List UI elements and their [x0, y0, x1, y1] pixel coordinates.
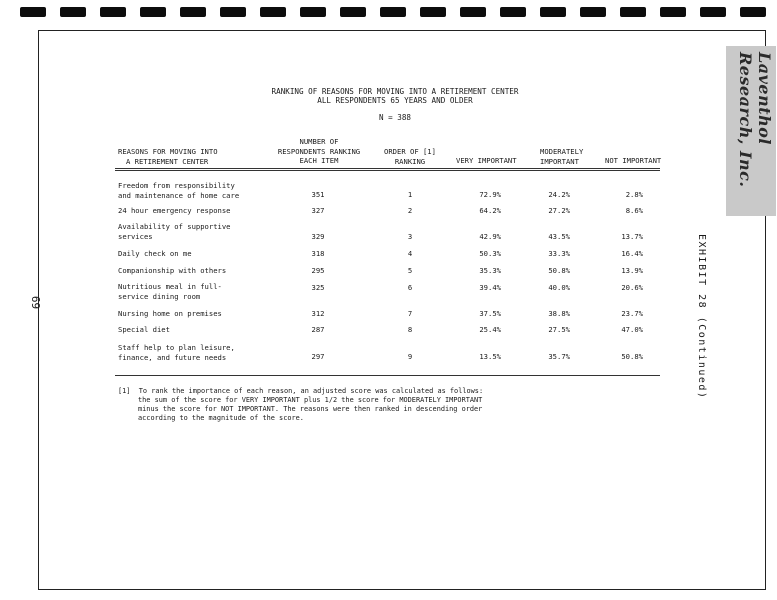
row-very: 64.2%: [479, 206, 501, 215]
reason-line: Freedom from responsibility: [118, 181, 235, 190]
row-reason: [118, 266, 278, 276]
row-not: 16.4%: [621, 249, 643, 258]
header-rule: [115, 168, 660, 171]
table-subtitle: ALL RESPONDENTS 65 YEARS AND OLDER: [317, 96, 473, 105]
row-number: 295: [311, 266, 325, 275]
binder-hole: [700, 7, 726, 17]
exhibit-label: EXHIBIT 28 (Continued): [696, 234, 707, 400]
row-not: 13.7%: [621, 232, 643, 241]
footnote-line: minus the score for NOT IMPORTANT. The reasons were then ranked in descending order: [138, 405, 483, 413]
binder-hole: [420, 7, 446, 17]
row-order: 1: [407, 190, 413, 199]
row-moderately: 24.2%: [548, 190, 570, 199]
footnote-marker: [1]: [118, 387, 131, 395]
row-not: 8.6%: [625, 206, 643, 215]
row-moderately: 38.8%: [548, 309, 570, 318]
row-reason: [118, 181, 278, 200]
page-number: 69: [29, 295, 43, 310]
row-reason: [118, 309, 278, 319]
row-very: 35.3%: [479, 266, 501, 275]
row-order: 2: [407, 206, 413, 215]
header-not-important: [605, 156, 665, 166]
header-line: RANKING: [394, 156, 426, 166]
binder-hole: [380, 7, 406, 17]
header-line: NUMBER OF: [299, 137, 339, 146]
reason-line: finance, and future needs: [118, 352, 227, 362]
row-number: 287: [311, 325, 325, 334]
reason-line: and maintenance of home care: [118, 190, 240, 200]
row-order: 7: [407, 309, 413, 318]
row-order: 5: [407, 266, 413, 275]
row-moderately: 33.3%: [548, 249, 570, 258]
row-very: 42.9%: [479, 232, 501, 241]
header-number: [268, 137, 370, 166]
header-line: A RETIREMENT CENTER: [126, 156, 209, 166]
reason-line: service dining room: [118, 291, 201, 301]
binder-hole: [460, 7, 486, 17]
row-not: 23.7%: [621, 309, 643, 318]
footnote-line: according to the magnitude of the score.: [138, 414, 304, 422]
row-moderately: 43.5%: [548, 232, 570, 241]
header-reason: [118, 147, 248, 166]
footnote: [118, 387, 548, 423]
row-reason: [118, 222, 278, 241]
binder-hole: [100, 7, 126, 17]
header-moderately-important: [540, 147, 600, 166]
reason-line: Nursing home on premises: [118, 309, 222, 318]
row-order: 9: [407, 352, 413, 361]
footnote-text: To rank the importance of each reason, an adjusted score was calculated as follows:: [138, 387, 484, 395]
row-moderately: 27.5%: [548, 325, 570, 334]
row-order: 3: [407, 232, 413, 241]
row-reason: [118, 249, 278, 259]
row-number: 312: [311, 309, 325, 318]
reason-line: Daily check on me: [118, 249, 192, 258]
header-line: IMPORTANT: [540, 156, 579, 166]
row-order: 8: [407, 325, 413, 334]
binder-hole: [180, 7, 206, 17]
row-very: 72.9%: [479, 190, 501, 199]
binder-hole: [220, 7, 246, 17]
row-moderately: 50.8%: [548, 266, 570, 275]
header-order: [375, 147, 445, 166]
row-reason: [118, 325, 278, 335]
reason-line: Companionship with others: [118, 266, 227, 275]
reason-line: services: [118, 231, 153, 241]
binder-hole: [300, 7, 326, 17]
footnote-line: the sum of the score for VERY IMPORTANT plus 1/2 the score for MODERATELY IMPORTANT: [138, 396, 483, 404]
footnote-first-line: [118, 387, 548, 396]
header-line: ORDER OF [1]: [384, 147, 436, 156]
row-reason: [118, 282, 278, 301]
sample-size: N = 388: [378, 113, 411, 122]
header-line: REASONS FOR MOVING INTO: [118, 147, 218, 156]
binder-hole: [260, 7, 286, 17]
header-very-important: [456, 156, 528, 166]
binder-hole: [620, 7, 646, 17]
logo-text: Laventhol Research, Inc.: [736, 52, 774, 188]
row-not: 50.8%: [621, 352, 643, 361]
header-line: EACH ITEM: [299, 156, 339, 165]
binder-hole: [500, 7, 526, 17]
row-very: 50.3%: [479, 249, 501, 258]
reason-line: Staff help to plan leisure,: [118, 343, 235, 352]
binder-hole: [340, 7, 366, 17]
reason-line: Special diet: [118, 325, 170, 334]
table-title: RANKING OF REASONS FOR MOVING INTO A RETIREMENT CENTER: [271, 87, 519, 96]
binder-hole: [540, 7, 566, 17]
reason-line: Nutritious meal in full-: [118, 282, 222, 291]
header-line: NOT IMPORTANT: [605, 156, 662, 165]
header-line: MODERATELY: [540, 147, 584, 156]
binder-hole: [580, 7, 606, 17]
row-number: 327: [311, 206, 325, 215]
row-order: 4: [407, 249, 413, 258]
row-number: 329: [311, 232, 325, 241]
row-reason: [118, 206, 278, 216]
row-number: 351: [311, 190, 325, 199]
row-not: 20.6%: [621, 283, 643, 292]
row-very: 37.5%: [479, 309, 501, 318]
binder-hole: [660, 7, 686, 17]
row-moderately: 27.2%: [548, 206, 570, 215]
header-line: VERY IMPORTANT: [456, 156, 517, 165]
binder-hole: [60, 7, 86, 17]
binder-hole: [140, 7, 166, 17]
row-reason: [118, 343, 278, 362]
row-order: 6: [407, 283, 413, 292]
row-number: 325: [311, 283, 325, 292]
row-very: 25.4%: [479, 325, 501, 334]
row-moderately: 35.7%: [548, 352, 570, 361]
reason-line: 24 hour emergency response: [118, 206, 231, 215]
binder-hole: [740, 7, 766, 17]
row-very: 13.5%: [479, 352, 501, 361]
company-logo: [726, 46, 776, 216]
row-not: 47.0%: [621, 325, 643, 334]
header-line: RESPONDENTS RANKING: [277, 146, 361, 156]
row-not: 13.9%: [621, 266, 643, 275]
row-very: 39.4%: [479, 283, 501, 292]
row-number: 318: [311, 249, 325, 258]
row-number: 297: [311, 352, 325, 361]
row-moderately: 40.0%: [548, 283, 570, 292]
reason-line: Availability of supportive: [118, 222, 231, 231]
footer-rule: [115, 375, 660, 376]
binder-hole: [20, 7, 46, 17]
row-not: 2.8%: [625, 190, 643, 199]
